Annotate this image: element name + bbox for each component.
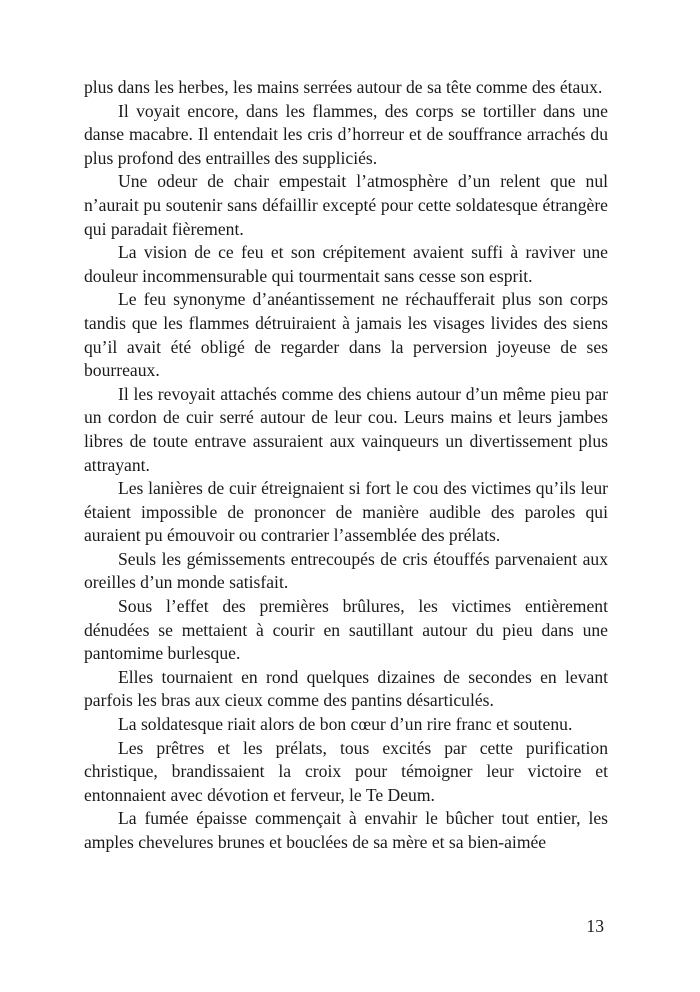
- paragraph-5: Le feu synonyme d’anéantissement ne réchaufferait plus son corps tandis que les flammes détruiraient à jamais les visages livides des siens qu’il avait été obligé de regarder dans la perversion joyeuse de ses bourreaux.: [84, 289, 608, 381]
- paragraph-11: La soldatesque riait alors de bon cœur d’un rire franc et soutenu.: [118, 714, 573, 735]
- paragraph-4: La vision de ce feu et son crépitement avaient suffi à raviver une douleur incommensurable qui tourmentait sans cesse son esprit.: [84, 242, 608, 286]
- page-number: 13: [586, 916, 604, 936]
- paragraph-3: Une odeur de chair empestait l’atmosphère d’un relent que nul n’aurait pu soutenir sans défaillir excepté pour cette soldatesque étrangère qui paradait fièrement.: [84, 171, 608, 239]
- paragraph-8: Seuls les gémissements entrecoupés de cris étouffés parvenaient aux oreilles d’un monde satisfait.: [84, 548, 608, 593]
- paragraph-9: Sous l’effet des premières brûlures, les victimes entièrement dénudées se mettaient à courir en sautillant autour du pieu dans une pantomime burlesque.: [84, 596, 608, 664]
- body-text: [84, 76, 608, 855]
- paragraph-13: La fumée épaisse commençait à envahir le bûcher tout entier, les amples chevelures brunes et bouclées de sa mère et sa bien-aimée: [84, 808, 608, 852]
- paragraph-7: Les lanières de cuir étreignaient si fort le cou des victimes qu’ils leur étaient impossible de prononcer de manière audible des paroles qui auraient pu émouvoir ou contrarier l’assemblée des prélats.: [84, 478, 608, 546]
- paragraph-12: Les prêtres et les prélats, tous excités par cette purification christique, brandissaient la croix pour témoigner leur victoire et entonnaient avec dévotion et ferveur, le Te Deum.: [84, 737, 608, 805]
- paragraph-6: Il les revoyait attachés comme des chiens autour d’un même pieu par un cordon de cuir serré autour de leur cou. Leurs mains et leurs jambes libres de toute entrave assuraient aux vainqueurs un divertissement plus attrayant.: [84, 383, 608, 475]
- paragraph-2: Il voyait encore, dans les flammes, des corps se tortiller dans une danse macabre. Il entendait les cris d’horreur et de souffrance arrachés du plus profond des entrailles des suppliciés.: [84, 100, 608, 168]
- paragraph-1: plus dans les herbes, les mains serrées autour de sa tête comme des étaux.: [84, 77, 603, 97]
- paragraph-10: Elles tournaient en rond quelques dizaines de secondes en levant parfois les bras aux cieux comme des pantins désarticulés.: [84, 666, 608, 711]
